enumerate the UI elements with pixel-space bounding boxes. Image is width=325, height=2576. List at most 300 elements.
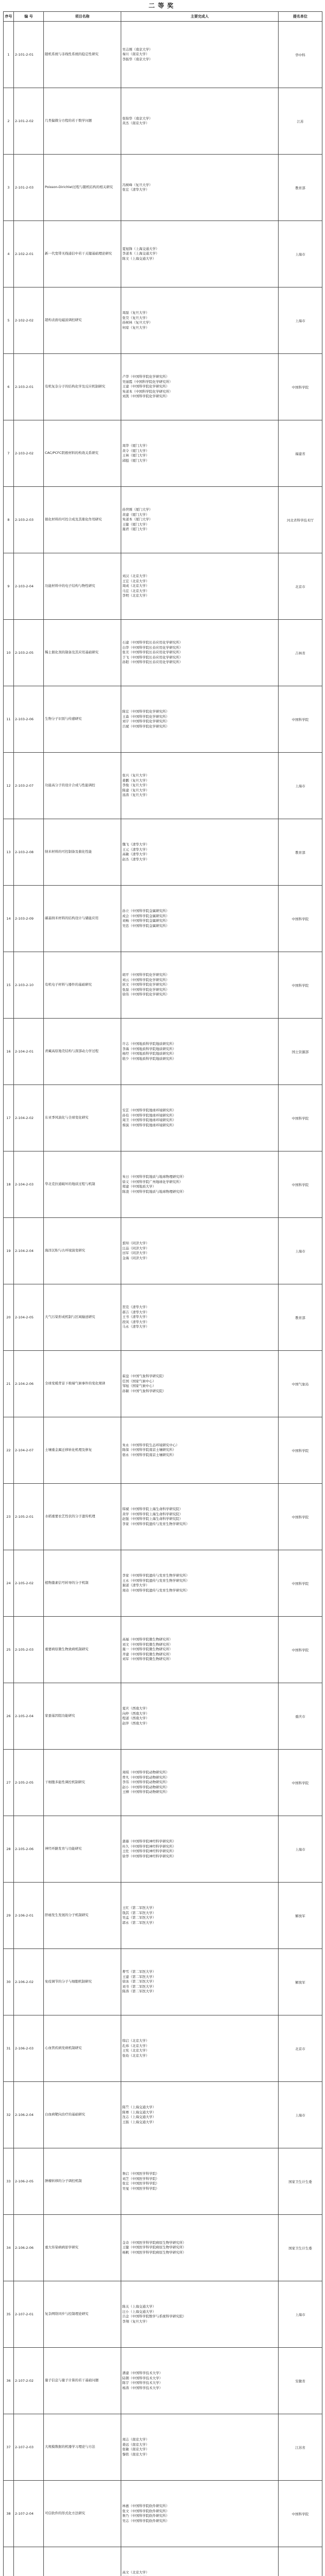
recommender: 国家卫生计生委 [279, 2215, 322, 2281]
contributor: 王健（厦门大学） [122, 522, 149, 527]
project-name: 随机系统与非线性系统的稳定性研究 [44, 22, 121, 88]
main-contributors [121, 420, 279, 487]
recommender: 中国科学院 [279, 1151, 322, 1218]
contributor: 王柳（中国科学院动物研究所） [122, 1790, 169, 1794]
contributor: 李俊（复旦大学） [122, 783, 149, 788]
table-row [4, 753, 322, 819]
row-number: 24 [4, 1550, 14, 1617]
main-contributors [121, 1617, 279, 1683]
recommender: 上海市 [279, 221, 322, 287]
contributor: 韩斌（中国科学院上海生命科学研究院） [122, 1507, 183, 1511]
row-code: 2-103-2-09 [14, 886, 44, 952]
project-name: 肝癌发生发展的分子机制研究 [44, 1883, 121, 1949]
contributor: 陈宏（中国科学院化学研究所） [122, 709, 169, 714]
contributor: 朱日（中国科学院地质与地球物理研究所） [122, 1175, 186, 1179]
row-code: 2-107-2-02 [14, 2348, 44, 2414]
main-contributors [121, 1883, 279, 1949]
row-number: 5 [4, 287, 14, 354]
main-contributors [121, 2414, 279, 2481]
recommender: 上海市 [279, 753, 322, 819]
main-contributors [121, 1417, 279, 1484]
contributor: 陈文（上海交通大学） [122, 256, 156, 261]
row-code: 2-107-2-01 [14, 2281, 44, 2348]
recommender: 中国科学院 [279, 2481, 322, 2547]
contributor: 王佐（中国科学院神经科学研究所） [122, 1849, 176, 1853]
row-number: 38 [4, 2481, 14, 2547]
contributor: 陈关（上海交通大学） [122, 2304, 156, 2309]
table-row [4, 2414, 322, 2481]
recommender [279, 2547, 322, 2576]
row-code: 2-103-2-04 [14, 553, 44, 620]
row-code: 2-106-2-04 [14, 2082, 44, 2148]
contributor: 王宪（北京大学） [122, 2048, 149, 2053]
contributor: 张文（中国科学院软件研究所） [122, 2509, 169, 2513]
row-code: 2-105-2-03 [14, 1617, 44, 1683]
project-name: 华北克拉通破坏的地质过程与机制 [44, 1151, 121, 1218]
main-contributors [121, 287, 279, 354]
contributor: 陈涛（第二军医大学） [122, 1989, 156, 1994]
recommender: 中国科学院 [279, 686, 322, 753]
row-number: 23 [4, 1484, 14, 1550]
row-number: 26 [4, 1683, 14, 1750]
contributor: 李家（中国科学院遗传与发育生物学研究所） [122, 1573, 189, 1578]
project-name: 功能材料中的电子结构与物性研究 [44, 553, 121, 620]
project-name: Poisson-Dirichlet过程与随机结构的相关研究 [44, 155, 121, 221]
project-name: 可信软件的形式化方法研究 [44, 2481, 121, 2547]
main-contributors [121, 2082, 279, 2148]
contributor: 詹乃（中国科学院软件研究所） [122, 2514, 169, 2518]
contributor: 赵小（中国科学院动物研究所） [122, 1785, 169, 1789]
contributor: 刘凯（中国科学院化学研究所） [122, 394, 169, 399]
project-name: 碳基纳米材料的结构设计与储能应用 [44, 886, 121, 952]
contributor: 马永（清华大学） [122, 1325, 149, 1329]
contributor: 杜久（中国科学院神经科学研究所） [122, 1844, 176, 1849]
contributor: 孙阳（中国科学院长春应用化学研究所） [122, 660, 183, 665]
contributor: 吴孟（第二军医大学） [122, 1916, 156, 1920]
contributor: 刘畅（中国科学院金属研究所） [122, 919, 169, 923]
contributor: 沈志（上海交通大学） [122, 2115, 156, 2119]
contributor: 汤涛（复旦大学） [122, 793, 149, 798]
row-number: 35 [4, 2281, 14, 2348]
row-code: 2-107-2-04 [14, 2481, 44, 2547]
contributor: 魏飞（清华大学） [122, 842, 149, 846]
contributor: 周奇（中国科学院遗传与发育生物学研究所） [122, 1588, 189, 1592]
row-number: 21 [4, 1351, 14, 1417]
contributor: 孔炜（北京大学） [122, 2043, 149, 2048]
contributor: 吴旻（中国医学科学院） [122, 2186, 159, 2191]
contributor: 张宏（中国医学科学院） [122, 2181, 159, 2185]
contributor: 黄建（厦门大学） [122, 512, 149, 517]
contributor: 张敏（南京大学） [122, 2447, 149, 2451]
recommender: 中国科学院 [279, 886, 322, 952]
contributor: 马宏（北京大学） [122, 588, 149, 593]
contributor: 嵇少（中国地质科学院地质研究所） [122, 1056, 176, 1061]
row-code: 2-104-2-05 [14, 1284, 44, 1351]
main-contributors [121, 487, 279, 553]
contributor: 孙立（中国科学院金属研究所） [122, 909, 169, 913]
contributor: 林惠（中国科学院软件研究所） [122, 2504, 169, 2508]
project-name: 土壤重金属迁移转化机理及修复 [44, 1417, 121, 1484]
row-code: 2-105-2-06 [14, 1816, 44, 1883]
contributor: 周磊（复旦大学） [122, 311, 149, 315]
table-row [4, 1218, 322, 1284]
project-name: 神经环路发育与功能研究 [44, 1816, 121, 1883]
contributor: 孙有（中国科学院地球环境研究所） [122, 1113, 176, 1117]
project-name: 纳米材料的可控制备及催化性能 [44, 819, 121, 886]
main-contributors [121, 1550, 279, 1617]
row-number: 10 [4, 620, 14, 686]
main-contributors [121, 1816, 279, 1883]
row-code: 2-103-2-05 [14, 620, 44, 686]
contributor: 冯树峰（复旦大学） [122, 182, 153, 187]
contributor: 施一（中国科学院微生物研究所） [122, 1647, 173, 1652]
contributor: 任国（国家气候中心） [122, 1379, 156, 1383]
contributor: 刘芝（中国医学科学院） [122, 2176, 159, 2181]
table-row [4, 1683, 322, 1750]
contributor: 高敏（清华大学） [122, 852, 149, 856]
main-contributors [121, 1750, 279, 1816]
row-number [4, 2547, 14, 2576]
table-row [4, 1550, 322, 1617]
contributor: 段凤（清华大学） [122, 1319, 149, 1324]
contributor: 安芷（中国科学院地球环境研究所） [122, 1108, 176, 1112]
row-code: 2-104-2-01 [14, 1019, 44, 1085]
contributor: 赵萍（西南大学） [122, 1721, 149, 1725]
main-contributors [121, 1683, 279, 1750]
contributor: 周成（北京大学） [122, 584, 149, 588]
recommender: 中国科学院 [279, 1550, 322, 1617]
row-code: 2-104-2-06 [14, 1351, 44, 1417]
main-contributors [121, 1151, 279, 1218]
main-contributors [121, 753, 279, 819]
table-row [4, 1351, 322, 1417]
header-people: 主要完成人 [121, 12, 279, 22]
row-number: 37 [4, 2414, 14, 2481]
contributor: 高福（中国科学院微生物研究所） [122, 1637, 173, 1642]
row-number: 20 [4, 1284, 14, 1351]
row-number: 11 [4, 686, 14, 753]
contributor: 程道（西南大学） [122, 1716, 149, 1720]
contributor: 于飞（中国科学院长春应用化学研究所） [122, 655, 183, 659]
project-name: 干细胞多能性调控机制研究 [44, 1750, 121, 1816]
contributor: 刘云（中国科学院化学研究所） [122, 977, 169, 982]
contributor: 赵杰（清华大学） [122, 857, 149, 861]
contributor: 杨帆（中国医学科学院病原生物学研究所） [122, 2250, 186, 2255]
main-contributors [121, 1085, 279, 1151]
main-contributors [121, 2148, 279, 2215]
row-number: 33 [4, 2148, 14, 2215]
recommender: 上海市 [279, 287, 322, 354]
contributor: 成会（中国科学院金属研究所） [122, 913, 169, 918]
header-row [4, 12, 322, 22]
contributor: 姜远（南京大学） [122, 2442, 149, 2447]
row-number: 7 [4, 420, 14, 487]
contributor: 卢华（中国科学院化学研究所） [122, 375, 169, 379]
recommender: 中国科学院 [279, 1417, 322, 1484]
recommender: 中国科学院 [279, 1484, 322, 1550]
recommender: 江苏省 [279, 2414, 322, 2481]
contributor: 李伟（中国科学院动物研究所） [122, 1780, 169, 1785]
contributor: 吴志刚（南京大学） [122, 47, 153, 52]
contributor: 王永（中国科学院遗传与发育生物学研究所） [122, 1578, 189, 1583]
row-code: 2-103-2-02 [14, 420, 44, 487]
project-name: 有机复杂分子的结构化学及反应机制研究 [44, 354, 121, 420]
table-row [4, 1284, 322, 1351]
recommender: 河北省科学技术厅 [279, 487, 322, 553]
table-row [4, 2281, 322, 2348]
main-contributors [121, 886, 279, 952]
contributor: 李道本（上海交通大学） [122, 251, 159, 256]
contributor: 许志（中国地质科学院地质研究所） [122, 1042, 176, 1046]
contributor: 谢道（清华大学） [122, 1583, 149, 1587]
row-number: 17 [4, 1085, 14, 1151]
table-row [4, 420, 322, 487]
main-contributors [121, 155, 279, 221]
header-code: 编 号 [14, 12, 44, 22]
contributor: 王红（第二军医大学） [122, 1906, 156, 1910]
row-code: 2-104-2-07 [14, 1417, 44, 1484]
contributor: 贺克（清华大学） [122, 1305, 149, 1310]
main-contributors [121, 2281, 279, 2348]
recommender: 上海市 [279, 1218, 322, 1284]
row-number: 27 [4, 1750, 14, 1816]
table-row [4, 2082, 322, 2148]
contributor: 刘文（中国科学院微生物研究所） [122, 1642, 173, 1647]
contributor: 黄杰（南京大学） [122, 121, 149, 125]
contributor: 王林（厦门大学） [122, 453, 149, 457]
main-contributors [121, 952, 279, 1019]
project-name: 肿瘤转移的分子调控机制 [44, 2148, 121, 2215]
contributor: 翟盘（中国气象科学研究院） [122, 1374, 166, 1378]
row-code: 2-103-2-01 [14, 354, 44, 420]
contributor: 王书（清华大学） [122, 1315, 149, 1319]
recommender: 中国科学院 [279, 1750, 322, 1816]
contributor: 吴忠（中国科学院金属研究所） [122, 923, 169, 928]
project-name: 心血管疾病发病机制研究 [44, 2015, 121, 2082]
table-row [4, 2481, 322, 2547]
contributor: 钱其（第二军医大学） [122, 1910, 156, 1915]
row-code: 2-105-2-01 [14, 1484, 44, 1550]
contributor: 石建（中国科学院长春应用化学研究所） [122, 640, 183, 645]
contributor: 陈保（中国科学院南京土壤研究所） [122, 1448, 176, 1452]
contributor: 曹雪（第二军医大学） [122, 1970, 156, 1974]
contributor: 邱挺（厦门大学） [122, 458, 149, 463]
main-contributors [121, 2547, 279, 2576]
header-project: 项目名称 [44, 12, 121, 22]
contributor: 孙世刚（厦门大学） [122, 507, 153, 512]
contributor: 黄令（厦门大学） [122, 448, 149, 453]
project-name: 植物激素信号转导的分子机制 [44, 1550, 121, 1617]
table-row [4, 2547, 322, 2576]
row-code: 2-106-2-03 [14, 2015, 44, 2082]
contributor: 高文（北京大学） [122, 2570, 149, 2574]
contributor: 朱永（中国科学院生态环境研究中心） [122, 1443, 180, 1447]
table-row [4, 1883, 322, 1949]
contributor: 刘汉（北京大学） [122, 574, 149, 579]
row-code: 2-105-2-02 [14, 1550, 44, 1617]
project-name: 催化材料的可控合成及其催化作用研究 [44, 487, 121, 553]
project-name: 海洋沉积与古环境演变研究 [44, 1218, 121, 1284]
contributor: 田军（同济大学） [122, 1251, 149, 1255]
main-contributors [121, 2348, 279, 2414]
main-contributors [121, 1218, 279, 1284]
contributor: 徐伟（中国科学院化学研究所） [122, 992, 169, 997]
contributor: 张美（中国科学院长春应用化学研究所） [122, 650, 183, 655]
contributor: 朱道本（厦门大学） [122, 517, 153, 522]
table-row [4, 819, 322, 886]
project-name: 新一代宽带无线通信中若干关键基础理论研究 [44, 221, 121, 287]
recommender: 中国科学院 [279, 1085, 322, 1151]
main-contributors [121, 686, 279, 753]
contributor: 陈宇（中国科学技术大学） [122, 2381, 163, 2385]
contributor: 黄学（中国科学院上海生命科学研究院） [122, 1512, 183, 1516]
row-number: 25 [4, 1617, 14, 1683]
row-number: 6 [4, 354, 14, 420]
contributor: 孙树林（复旦大学） [122, 320, 153, 325]
contributor: 周琪（中国科学院动物研究所） [122, 1770, 169, 1775]
table-row [4, 2215, 322, 2281]
project-name: 全球变暖背景下极端气候事件的变化规律 [44, 1351, 121, 1417]
row-code: 2-103-2-07 [14, 753, 44, 819]
project-name: 几类偏微分方程的若干数学问题 [44, 88, 121, 155]
table-row [4, 354, 322, 420]
row-code: 2-105-2-04 [14, 1683, 44, 1750]
row-number: 32 [4, 2082, 14, 2148]
project-name: 超构表面电磁波调控研究 [44, 287, 121, 354]
contributor: 刘书（第二军医大学） [122, 1984, 156, 1989]
contributor: 李明（北京大学） [122, 594, 149, 598]
row-code: 2-103-2-03 [14, 487, 44, 553]
main-contributors [121, 1484, 279, 1550]
recommender: 国家卫生计生委 [279, 2148, 322, 2215]
header-recommender: 提名单位 [279, 12, 322, 22]
contributor: 刘宇（中国科学院化学研究所） [122, 719, 169, 723]
contributor: 李海（中国地质科学院地质研究所） [122, 1046, 176, 1051]
row-number: 31 [4, 2015, 14, 2082]
row-number: 16 [4, 1019, 14, 1085]
project-name: 重大传染病病原学研究 [44, 2215, 121, 2281]
contributor: 翦知（同济大学） [122, 1241, 149, 1245]
recommender: 教育部 [279, 1284, 322, 1351]
awards-table [3, 11, 322, 2576]
contributor: 金奇（中国医学科学院病原生物学研究所） [122, 2240, 186, 2245]
contributor: 吕金（中国科学院数学与系统科学研究院） [122, 2314, 186, 2318]
table-row [4, 886, 322, 952]
contributor: 施君（厦门大学） [122, 527, 149, 532]
project-name: 功能高分子的设计合成与性能调控 [44, 753, 121, 819]
row-code: 2-101-2-02 [14, 88, 44, 155]
row-number: 15 [4, 952, 14, 1019]
recommender: 华中科 [279, 22, 322, 88]
recommender: 中国科学院 [279, 952, 322, 1019]
contributor: 周卫（中国科学院地球环境研究所） [122, 1118, 176, 1122]
main-contributors [121, 1949, 279, 2015]
table-row [4, 620, 322, 686]
row-number: 4 [4, 221, 14, 287]
contributor: 陈建（复旦大学） [122, 788, 149, 792]
recommender: 解放军 [279, 1883, 322, 1949]
main-contributors [121, 2481, 279, 2547]
table-row [4, 22, 322, 88]
main-contributors [121, 88, 279, 155]
contributor: 吴志（中国科学院软件研究所） [122, 2518, 169, 2523]
project-name: 生物分子识别与传感研究 [44, 686, 121, 753]
contributor: 张兴（复旦大学） [122, 773, 149, 778]
contributor: 周华（厦门大学） [122, 444, 149, 448]
row-code: 2-104-2-02 [14, 1085, 44, 1151]
contributor: 陈赛（上海交通大学） [122, 2110, 156, 2114]
contributor: 杨涛（中国科学技术大学） [122, 2385, 163, 2390]
contributor: 杨经（中国地质科学院地质研究所） [122, 1052, 176, 1056]
row-number: 1 [4, 22, 14, 88]
project-name: CAC/PCFC阴极材料的构效关系研究 [44, 420, 121, 487]
contributor: 周志（南京大学） [122, 2437, 149, 2442]
main-contributors [121, 819, 279, 886]
contributor: 齐建（中国科学院微生物研究所） [122, 1652, 173, 1656]
contributor: 夏旭锋（上海交通大学） [122, 246, 159, 251]
contributor: 李家（中国科学院遗传与发育生物学研究所） [122, 1521, 189, 1526]
contributor: 王建（第二军医大学） [122, 1974, 156, 1979]
row-number: 22 [4, 1417, 14, 1484]
contributor: 向仲（西南大学） [122, 1711, 149, 1716]
main-contributors [121, 1351, 279, 1417]
row-code: 2-104-2-04 [14, 1218, 44, 1284]
row-code: 2-103-2-08 [14, 819, 44, 886]
contributor: 骆永（中国科学院南京土壤研究所） [122, 1452, 176, 1457]
row-number: 8 [4, 487, 14, 553]
contributor: 潘建（中国科学技术大学） [122, 2371, 163, 2375]
recommender: 安徽省 [279, 2348, 322, 2414]
contributor: 汪小（上海交通大学） [122, 2309, 156, 2314]
contributor: 王建（中国科学院化学研究所） [122, 384, 169, 389]
row-code: 2-107-2-03 [14, 2414, 44, 2481]
contributor: 郑建（中国地质大学） [122, 1184, 156, 1189]
main-contributors [121, 2215, 279, 2281]
table-row [4, 1816, 322, 1883]
header-no: 序号 [4, 12, 14, 22]
contributor: 徐义（中国科学院广州地球化学研究所） [122, 1179, 183, 1184]
contributor: 王振（上海交通大学） [122, 2120, 156, 2124]
table-row [4, 287, 322, 354]
table-row [4, 221, 322, 287]
project-name: 重要病原微生物致病机制研究 [44, 1617, 121, 1683]
recommender: 中国气象局 [279, 1351, 322, 1417]
contributor: 朱道本（中国科学院化学研究所） [122, 389, 173, 394]
project-name: 水稻重要农艺性状的分子遗传机理 [44, 1484, 121, 1550]
contributor: 秦川（南京大学） [122, 52, 149, 57]
contributor: 郝吉（清华大学） [122, 1310, 149, 1314]
contributor: 姜鹏（复旦大学） [122, 778, 149, 783]
recommender: 教育部 [279, 155, 322, 221]
project-name: 复杂网络同步与控制理论研究 [44, 2281, 121, 2348]
recommender: 解放军 [279, 1949, 322, 2015]
table-row [4, 1085, 322, 1151]
contributor: 吕斌（中国科学院化学研究所） [122, 724, 169, 728]
row-number: 29 [4, 1883, 14, 1949]
recommender: 上海市 [279, 2281, 322, 2348]
main-contributors [121, 620, 279, 686]
row-code: 2-106-2-01 [14, 1883, 44, 1949]
row-number: 36 [4, 2348, 14, 2414]
row-number: 28 [4, 1816, 14, 1883]
row-number: 13 [4, 819, 14, 886]
contributor: 王元（清华大学） [122, 847, 149, 852]
recommender: 北京市 [279, 553, 322, 620]
recommender: 重庆市 [279, 1683, 322, 1750]
main-contributors [121, 1019, 279, 1085]
recommender: 北京市 [279, 2015, 322, 2082]
project-name: 大规模数据的机器学习理论与方法 [44, 2414, 121, 2481]
